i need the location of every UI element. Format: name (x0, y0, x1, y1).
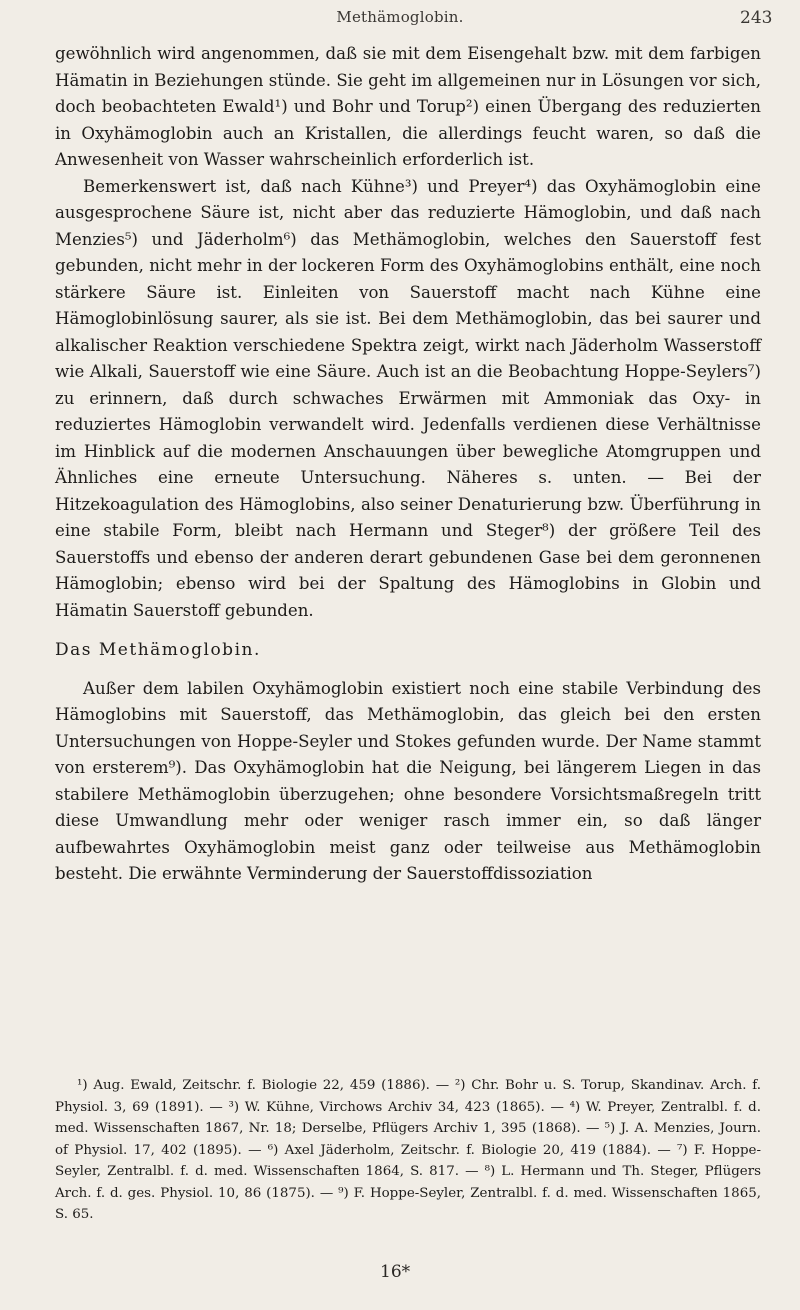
footnote-block: ¹) Aug. Ewald, Zeitschr. f. Biologie 22, 459 (1886). — ²) Chr. Bohr u. S. Torup, Skandinav. Arch. f. Physiol. 3, 69 (1891). — ³) W. Kühne, Virchows Archiv 34, 423 (1865). — ⁴) W. Preyer, Zentralbl. f. d. med. Wissenschaften 1867, Nr. 18; Derselbe, Pflügers Archiv 1, 395 (1868). — ⁵) J. A. Menzies, Journ. of Physiol. 17, 402 (1895). — ⁶) Axel Jäderholm, Zeitschr. f. Biologie 20, 419 (1884). — ⁷) F. Hoppe-Seyler, Zentralbl. f. d. med. Wissenschaften 1864, S. 817. — ⁸) L. Hermann und Th. Steger, Pflügers Arch. f. d. ges. Physiol. 10, 86 (1875). — ⁹) F. Hoppe-Seyler, Zentralbl. f. d. med. Wissenschaften 1865, S. 65. (55, 1078, 761, 1222)
sheet-signature: 16* (380, 1262, 411, 1282)
paragraph-acidity: Bemerkenswert ist, daß nach Kühne³) und Preyer⁴) das Oxyhämoglobin eine ausgesprochene Säure ist, nicht aber das reduzierte Hämoglobin, und daß nach Menzies⁵) und Jäderholm⁶) das Methämoglobin, welches den Sauerstoff fest gebunden, nicht mehr in der lockeren Form des Oxyhämoglobins enthält, eine noch stärkere Säure ist. Einleiten von Sauerstoff macht nach Kühne eine Hämoglobinlösung saurer, als sie ist. Bei dem Methämoglobin, das bei saurer und alkalischer Reaktion verschiedene Spektra zeigt, wirkt nach Jäderholm Wasserstoff wie Alkali, Sauerstoff wie eine Säure. Auch ist an die Beobachtung Hoppe-Seylers⁷) zu erinnern, daß durch schwaches Erwärmen mit Ammoniak das Oxy- in reduziertes Hämoglobin verwandelt wird. Jedenfalls verdienen diese Verhältnisse im Hinblick auf die modernen Anschauungen über bewegliche Atomgruppen und Ähnliches eine erneute Untersuchung. Näheres s. unten. — Bei der Hitzekoagulation des Hämoglobins, also seiner Denaturierung bzw. Überführung in eine stabile Form, bleibt nach Hermann und Steger⁸) der größere Teil des Sauerstoffs und ebenso der anderen derart gebundenen Gase bei dem geronnenen Hämoglobin; ebenso wird bei der Spaltung des Hämoglobins in Globin und Hämatin Sauerstoff gebunden. (55, 176, 761, 620)
page-number: 243 (740, 8, 773, 28)
footnotes (55, 1075, 761, 1226)
running-title: Methämoglobin. (336, 8, 464, 26)
body-text (55, 41, 761, 888)
section-heading: Das Methämoglobin. (55, 640, 261, 660)
paragraph-continuation: gewöhnlich wird angenommen, daß sie mit dem Eisengehalt bzw. mit dem farbigen Hämatin in Beziehungen stünde. Sie geht im allgemeinen nur in Lösungen vor sich, doch beobachteten Ewald¹) und Bohr und Torup²) einen Übergang des reduzierten in Oxyhämoglobin auch an Kristallen, die allerdings feucht waren, so daß die Anwesenheit von Wasser wahrscheinlich erforderlich ist. (55, 44, 761, 169)
paragraph-methaemoglobin: Außer dem labilen Oxyhämoglobin existiert noch eine stabile Verbindung des Hämoglobins mit Sauerstoff, das Methämoglobin, das gleich bei den ersten Untersuchungen von Hoppe-Seyler und Stokes gefunden wurde. Der Name stammt von ersterem⁹). Das Oxyhämoglobin hat die Neigung, bei längerem Liegen in das stabilere Methämoglobin überzugehen; ohne besondere Vorsichtsmaßregeln tritt diese Umwandlung mehr oder weniger rasch immer ein, so daß länger aufbewahrtes Oxyhämoglobin meist ganz oder teilweise aus Methämoglobin besteht. Die erwähnte Verminderung der Sauerstoffdissoziation (55, 678, 761, 883)
running-head (0, 8, 800, 32)
